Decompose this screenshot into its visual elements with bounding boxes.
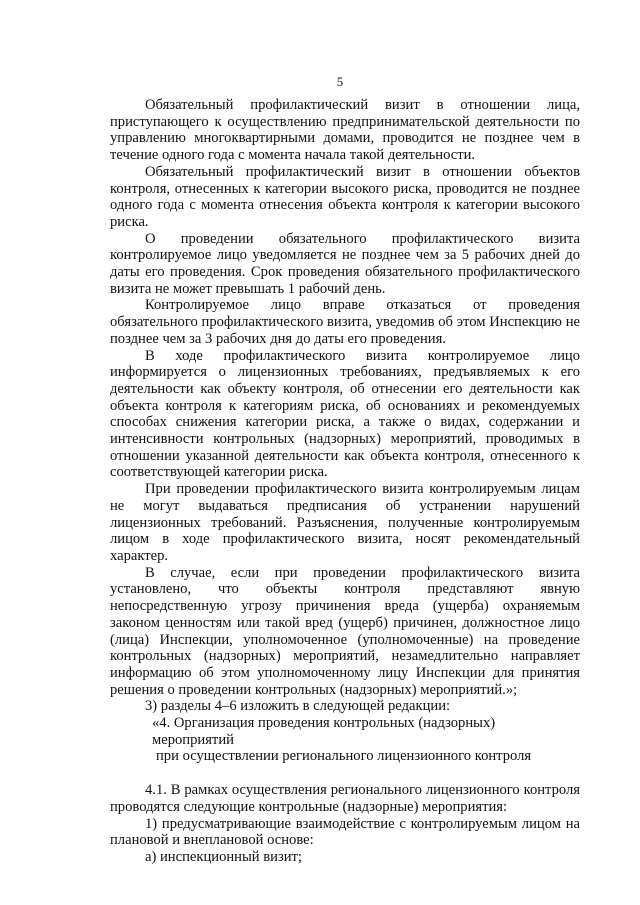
paragraph-item-a: а) инспекционный визит; (145, 848, 302, 865)
paragraph-no-orders: При проведении профилактического визита контролируемым лицам не могут выдаваться предписания об устранении нарушений лицензионных требований. Разъяснения, полученные контролируемым лицом в ходе профилактического визита, носят рекомендательный характер. (110, 481, 580, 564)
spacer (110, 765, 580, 782)
section-heading-line-1: «4. Организация проведения контрольных (надзорных) мероприятий (152, 715, 496, 748)
document-body (110, 97, 580, 866)
paragraph-item-1: 1) предусматривающие взаимодействие с контролируемым лицом на плановой и внеплановой основе: (110, 815, 580, 849)
paragraph-visit-notification: О проведении обязательного профилактического визита контролируемое лицо уведомляется не позднее чем за 5 рабочих дней до даты его проведения. Срок проведения обязательного профилактического визита не может превышать 1 рабочий день. (110, 230, 580, 297)
paragraph-mandatory-visit-high-risk: Обязательный профилактический визит в отношении объектов контроля, отнесенных к категории высокого риска, проводится не позднее одного года с момента отнесения объекта контроля к категории высокого риска. (110, 163, 580, 230)
section-heading-line-2: при осуществлении регионального лицензионного контроля (156, 748, 532, 765)
paragraph-threat-case: В случае, если при проведении профилактического визита установлено, что объекты контроля представляют явную непосредственную угрозу причинения вреда (ущерба) охраняемым законом ценностям или такой вред (ущерб) причинен, должностное лицо (лица) Инспекции, уполномоченное (уполномоченные) на проведение контрольных (надзорных) мероприятий, незамедлительно направляет информацию об этом уполномоченному лицу Инспекции для принятия решения о проведении контрольных (надзорных) мероприятий.»; (110, 564, 580, 698)
paragraph-visit-informing: В ходе профилактического визита контролируемое лицо информируется о лицензионных требованиях, предъявляемых к его деятельности как объекту контроля, об отнесении его деятельности как объекта контроля к категориям риска, об основаниях и рекомендуемых способах снижения категории риска, а также о видах, содержании и интенсивности контрольных (надзорных) мероприятий, проводимых в отношении указанной деятельности как объекта контроля, отнесенного к соответствующей категории риска. (110, 347, 580, 481)
paragraph-4-1: 4.1. В рамках осуществления регионального лицензионного контроля проводятся следующие контрольные (надзорные) мероприятия: (110, 782, 580, 815)
paragraph-mandatory-visit-startup: Обязательный профилактический визит в отношении лица, приступающего к осуществлению предпринимательской деятельности по управлению многоквартирными домами, проводится не позднее чем в течение одного года с момента начала такой деятельности. (110, 97, 580, 164)
paragraph-sections-amendment: 3) разделы 4–6 изложить в следующей редакции: (145, 698, 451, 715)
paragraph-visit-refusal: Контролируемое лицо вправе отказаться от проведения обязательного профилактического визита, уведомив об этом Инспекцию не позднее чем за 3 рабочих дня до даты его проведения. (110, 297, 580, 347)
page-number: 5 (336, 75, 344, 89)
